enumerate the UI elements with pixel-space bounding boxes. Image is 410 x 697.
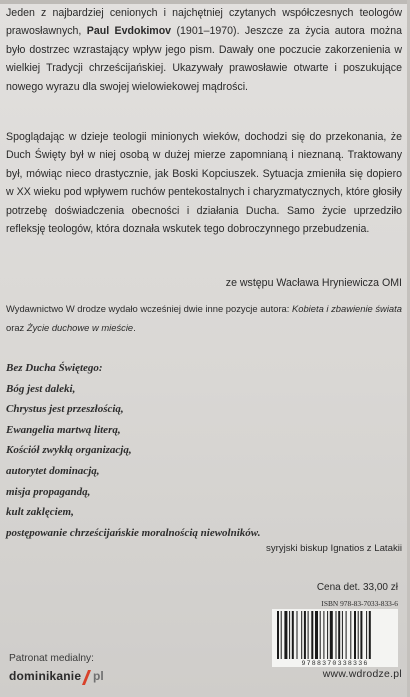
publisher-note-text: Wydawnictwo W drodze wydało wcześniej dwie inne pozycje autora: [6,303,292,314]
intro-paragraph-1 [6,4,402,96]
quote-line: postępowanie chrześcijańskie moralnością niewolników. [6,526,261,539]
logo-suffix: pl [93,669,104,683]
isbn-label: ISBN 978-83-7033-833-6 [321,599,398,608]
quote-line: Bóg jest daleki, [6,382,76,395]
logo-name: dominikanie [9,669,82,683]
book-title-2: Życie duchowe w mieście [26,321,134,333]
intro-attribution: ze wstępu Wacława Hryniewicza OMI [225,277,402,289]
media-patron-label: Patronat medialny: [9,653,94,664]
quote-line: misja propagandą, [6,485,91,498]
author-name: Paul Evdokimov [86,25,172,38]
quote-poem [6,358,260,543]
barcode [272,609,398,667]
publisher-note-conjunction: oraz [6,321,27,333]
price-label: Cena det. 33,00 zł [316,582,398,593]
publisher-note [6,300,402,337]
intro-text-start: Jeden z najbardziej cenionych i najchętniej czytanych współczesnych teologów prawosławnych, [6,7,402,38]
quote-line: Bez Ducha Świętego: [6,362,103,374]
intro-text-end: (1901–1970). Jeszcze za życia autora można było dostrzec wzrastający wpływ jego pism. Dawały one poczucie zakorzenienia w wielkiej Tradycji chrześcijańskiej. Ukazywały prawosławie otwarte i poszukujące nowego wyrazu dla swojej wielowiekowej mądrości. [6,25,402,93]
barcode-digits: 9788370338336 [301,660,369,667]
quote-line: Ewangelia martwą literą, [6,423,121,436]
quote-line: autorytet dominacją, [6,464,100,477]
dominikanie-logo [9,669,119,689]
publisher-note-period: . [133,321,136,333]
quote-attribution: syryjski biskup Ignatios z Latakii [266,543,402,554]
quote-line: Kościół zwykłą organizacją, [6,444,132,457]
intro-paragraph-2: Spoglądając w dzieje teologii minionych wieków, dochodzi się do przekonania, że Duch Święty był w niej osobą w dużej mierze zapomnianą i nieznaną. Traktowany był, mówiąc nieco drastycznie, jak Boski Kopciuszek. Sytuacja zmieniła się dopiero w XX wieku pod wpływem ruchów pentekostalnych i charyzmatycznych, które głosiły potrzebę doświadczenia obecności i działania Ducha. Samo życie uprzedziło refleksję teologów, która doznała wskutek tego dobroczynnego przebudzenia. [6,131,402,236]
quote-line: Chrystus jest przeszłością, [6,403,124,416]
quote-line: kult zaklęciem, [6,506,74,519]
publisher-website: www.wdrodze.pl [322,669,402,680]
barcode-bars [277,611,393,659]
book-title-1: Kobieta i zbawienie świata [291,303,402,314]
